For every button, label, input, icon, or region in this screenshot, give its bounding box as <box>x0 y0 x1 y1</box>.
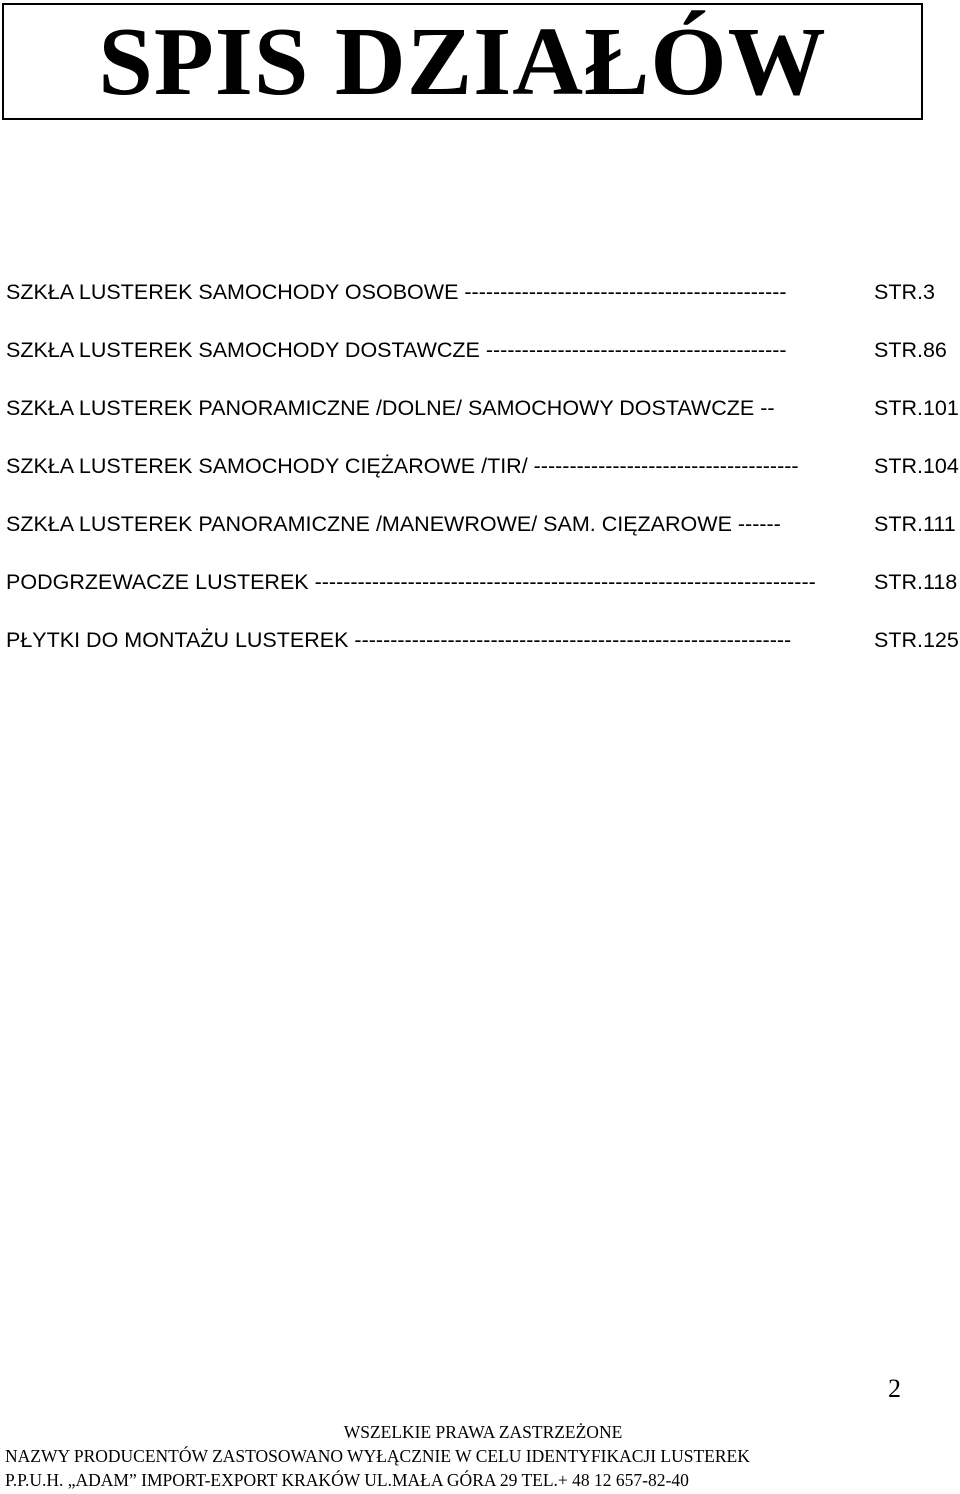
toc-entry <box>6 626 959 684</box>
footer-company-address: P.P.U.H. „ADAM” IMPORT-EXPORT KRAKÓW UL.MAŁA GÓRA 29 TEL.+ 48 12 657-82-40 <box>5 1470 689 1490</box>
toc-entry-label: SZKŁA LUSTEREK SAMOCHODY CIĘŻAROWE /TIR/ ------------------------------------- <box>6 454 799 478</box>
table-of-contents <box>6 278 959 684</box>
toc-entry-page: STR.104 <box>874 454 959 478</box>
toc-entry <box>6 568 956 626</box>
toc-entry-page: STR.125 <box>874 628 959 652</box>
toc-entry-label: PODGRZEWACZE LUSTEREK ---------------------------------------------------------------------- <box>6 570 816 594</box>
toc-entry-page: STR.118 <box>874 570 958 594</box>
footer-producers-notice: NAZWY PRODUCENTÓW ZASTOSOWANO WYŁĄCZNIE W CELU IDENTYFIKACJI LUSTEREK <box>5 1446 750 1466</box>
toc-entry-label: SZKŁA LUSTEREK SAMOCHODY DOSTAWCZE ------------------------------------------ <box>6 338 787 362</box>
toc-entry-page: STR.101 <box>874 396 959 420</box>
toc-entry <box>6 510 956 568</box>
page-number: 2 <box>888 1374 901 1403</box>
toc-entry-label: SZKŁA LUSTEREK PANORAMICZNE /MANEWROWE/ SAM. CIĘZAROWE ------ <box>6 512 781 536</box>
toc-entry-page: STR.111 <box>874 512 956 536</box>
toc-entry <box>6 336 956 394</box>
toc-entry-page: STR.3 <box>874 280 935 304</box>
page-footer <box>0 1420 960 1492</box>
toc-entry-label: SZKŁA LUSTEREK SAMOCHODY OSOBOWE --------------------------------------------- <box>6 280 787 304</box>
footer-rights-notice: WSZELKIE PRAWA ZASTRZEŻONE <box>343 1422 623 1442</box>
toc-entry-label: PŁYTKI DO MONTAŻU LUSTEREK ------------------------------------------------------------- <box>6 628 792 652</box>
toc-entry <box>6 394 959 452</box>
toc-entry-page: STR.86 <box>874 338 947 362</box>
toc-entry <box>6 452 959 510</box>
page-title: SPIS DZIAŁÓW <box>98 7 827 116</box>
toc-entry-label: SZKŁA LUSTEREK PANORAMICZNE /DOLNE/ SAMOCHOWY DOSTAWCZE -- <box>6 396 775 420</box>
toc-entry <box>6 278 956 336</box>
title-box <box>2 3 923 120</box>
